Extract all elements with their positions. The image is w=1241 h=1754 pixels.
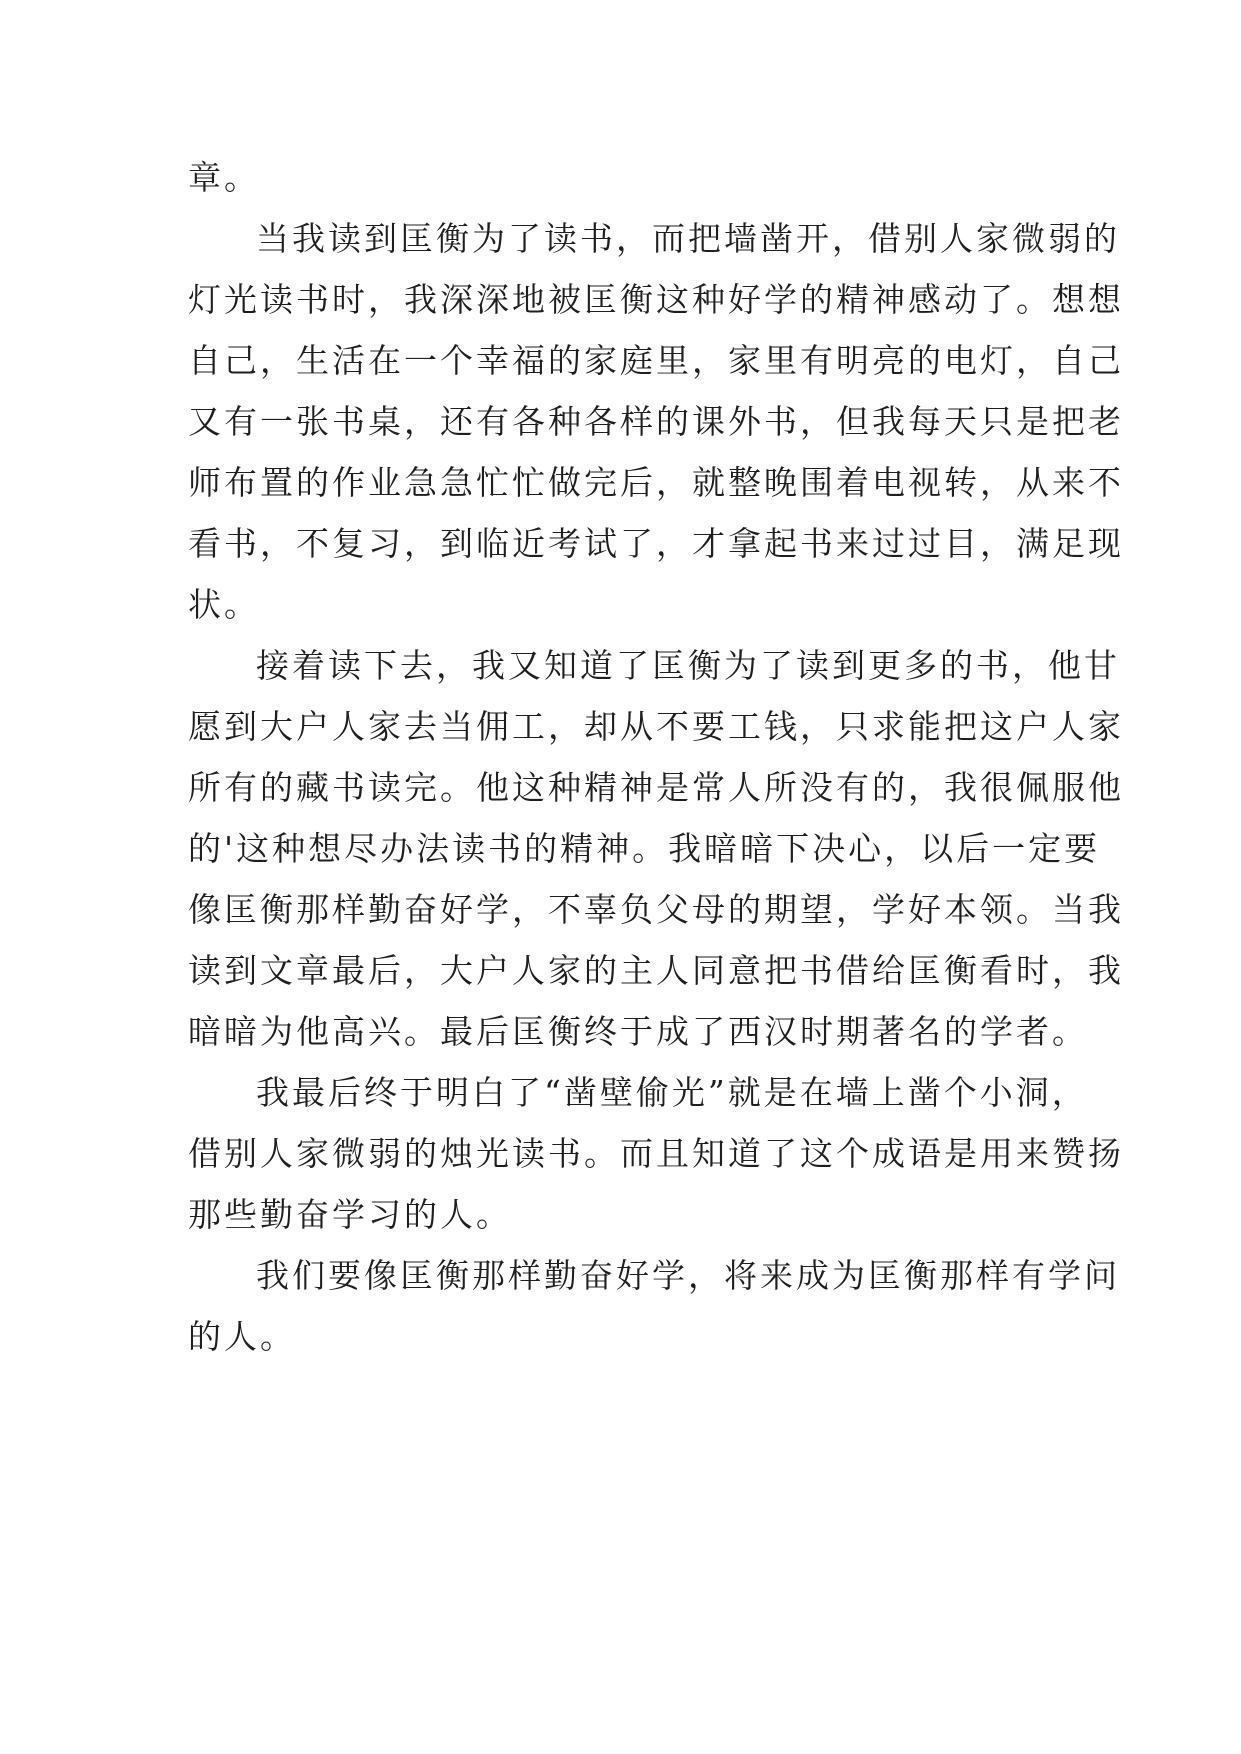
- text-line: 章。: [188, 158, 260, 197]
- text-line: 看书，不复习，到临近考试了，才拿起书来过过目，满足现: [188, 524, 1124, 563]
- paragraph-3: [188, 645, 1124, 1072]
- text-line: 自己，生活在一个幸福的家庭里，家里有明亮的电灯，自己: [188, 341, 1124, 380]
- text-line: 状。: [188, 585, 260, 624]
- text-line: 暗暗为他高兴。最后匡衡终于成了西汉时期著名的学者。: [188, 1012, 1088, 1051]
- text-line: 我最后终于明白了“凿壁偷光”就是在墙上凿个小洞，: [256, 1073, 1088, 1112]
- document-body: [188, 157, 1124, 1377]
- paragraph-4: [188, 1072, 1124, 1255]
- text-line: 的人。: [188, 1317, 296, 1356]
- text-line: 当我读到匡衡为了读书，而把墙凿开，借别人家微弱的: [256, 219, 1120, 258]
- text-line: 愿到大户人家去当佣工，却从不要工钱，只求能把这户人家: [188, 707, 1124, 746]
- text-line: 读到文章最后，大户人家的主人同意把书借给匡衡看时，我: [188, 951, 1124, 990]
- text-line: 的'这种想尽办法读书的精神。我暗暗下决心，以后一定要: [188, 829, 1101, 868]
- text-line: 像匡衡那样勤奋好学，不辜负父母的期望，学好本领。当我: [188, 890, 1124, 929]
- text-line: 师布置的作业急急忙忙做完后，就整晚围着电视转，从来不: [188, 463, 1124, 502]
- paragraph-2: [188, 218, 1124, 645]
- paragraph-1: [188, 157, 1068, 218]
- text-line: 接着读下去，我又知道了匡衡为了读到更多的书，他甘: [256, 646, 1120, 685]
- text-line: 所有的藏书读完。他这种精神是常人所没有的，我很佩服他: [188, 768, 1124, 807]
- text-line: 借别人家微弱的烛光读书。而且知道了这个成语是用来赞扬: [188, 1134, 1124, 1173]
- text-line: 又有一张书桌，还有各种各样的课外书，但我每天只是把老: [188, 402, 1124, 441]
- text-line: 我们要像匡衡那样勤奋好学，将来成为匡衡那样有学问: [256, 1256, 1120, 1295]
- text-line: 灯光读书时，我深深地被匡衡这种好学的精神感动了。想想: [188, 280, 1124, 319]
- paragraph-5: [188, 1255, 1120, 1377]
- text-line: 那些勤奋学习的人。: [188, 1195, 512, 1234]
